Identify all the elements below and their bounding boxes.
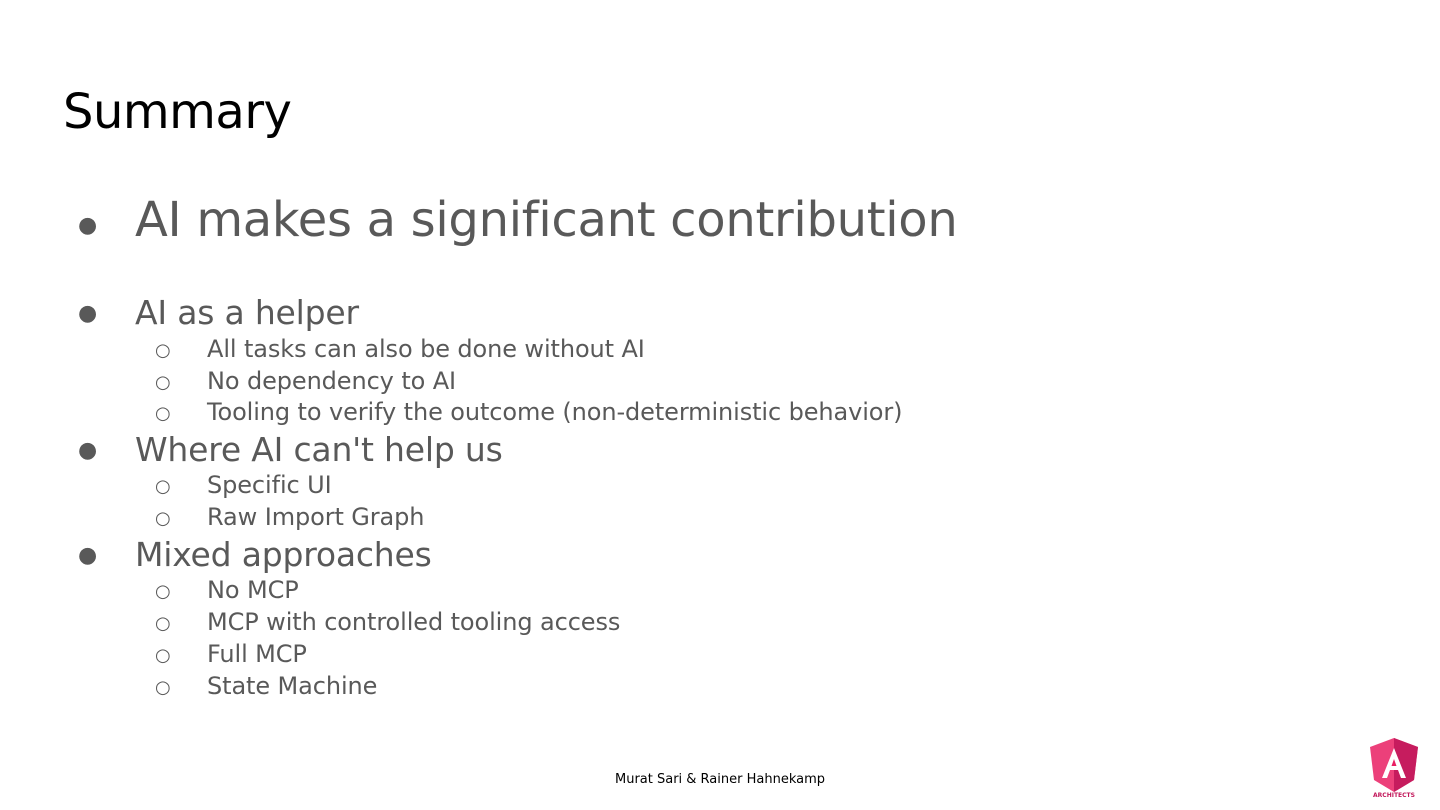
bullet-dot: ●	[78, 543, 98, 568]
list-item: Raw Import Graph	[207, 503, 425, 531]
list-item: Tooling to verify the outcome (non-deterministic behavior)	[207, 398, 903, 426]
list-item: Full MCP	[207, 640, 307, 668]
footer-authors: Murat Sari & Rainer Hahnekamp	[614, 772, 825, 787]
bullet-dot: ●	[78, 438, 98, 463]
angular-architects-logo	[1368, 736, 1420, 804]
sub-bullet-circle: ○	[155, 581, 171, 602]
logo-icon	[1368, 736, 1420, 794]
section-label: AI as a helper	[135, 293, 359, 332]
lead-bullet-text: AI makes a significant contribution	[135, 192, 958, 248]
section-label: Mixed approaches	[135, 535, 432, 574]
list-item: All tasks can also be done without AI	[207, 335, 645, 363]
sub-bullet-circle: ○	[155, 677, 171, 698]
slide-title: Summary	[63, 84, 292, 140]
section-label: Where AI can't help us	[135, 430, 503, 469]
list-item: No MCP	[207, 576, 299, 604]
sub-bullet-circle: ○	[155, 372, 171, 393]
sub-bullet-circle: ○	[155, 508, 171, 529]
sub-bullet-circle: ○	[155, 340, 171, 361]
sub-bullet-circle: ○	[155, 403, 171, 424]
list-item: No dependency to AI	[207, 367, 457, 395]
list-item: State Machine	[207, 672, 378, 700]
list-item: MCP with controlled tooling access	[207, 608, 621, 636]
bullet-dot: ●	[78, 301, 98, 326]
sub-bullet-circle: ○	[155, 476, 171, 497]
logo-text: ARCHITECTS	[1373, 792, 1415, 799]
bullet-dot: ●	[78, 213, 98, 238]
sub-bullet-circle: ○	[155, 613, 171, 634]
list-item: Specific UI	[207, 471, 332, 499]
sub-bullet-circle: ○	[155, 645, 171, 666]
